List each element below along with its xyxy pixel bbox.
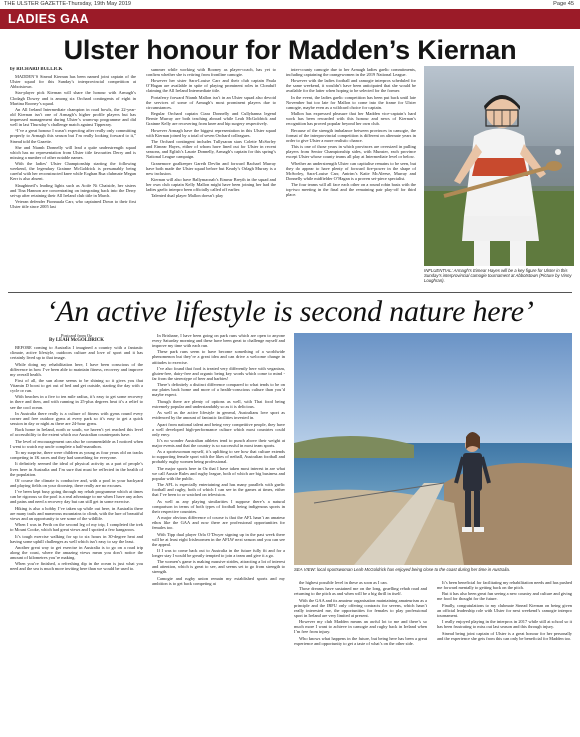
story2-column-1	[10, 333, 143, 733]
paragraph: Another great way to get exercise in Australia is to go on a road trip along the coast, where the amazing views mean you don’t notice the amount of kilometres you’re making.	[10, 544, 143, 561]
paragraph: She and Niamh Donnelly will lead a quite understrength squad which has no representation from Ulster title favourites Derry and is missing a number of other notable names.	[10, 144, 136, 160]
story2-photo	[294, 333, 572, 565]
paragraph: Hiking is also a hobby I’ve taken up while out here, in Australia there are many trails and numerous mountains to climb, with the lure of beautiful views and an opportunity to see some of the wildlife.	[10, 505, 143, 521]
paragraph: Mallon has expressed pleasure that her Madden vice-captain’s hard work has been rewarded with this honour and news of Kiernan’s recognition has proved popular beyond her own club.	[286, 111, 416, 127]
paragraph: the highest possible level in these as soon as I can.	[299, 580, 388, 585]
story2-column-2	[152, 333, 285, 731]
paragraph: Kiernan will also have Ballymacnab’s Eimear Breyth in the squad and her own club captain Kelly Mallon might have been joining her had the ladies gaelic interpro been officially called off earlier.	[146, 177, 276, 193]
paragraph: It’s no wonder Australian athletes tend to punch above their weight at major events and that the country is so successful in most team sports.	[152, 437, 285, 449]
paragraph: I really enjoyed playing in the interpros in 2017 while still at school so it has been frustrating to miss out last season and this through injury.	[437, 619, 572, 630]
paragraph: Portaferry forward Niamh Mallon isn’t in an Ulster squad also devoid the services of some of Armagh’s most prominent players due to circumstances.	[146, 94, 276, 110]
paragraph: Though there are plenty of options as well, with Thai food being extremely popular and understandably so as it is delicious.	[152, 398, 285, 409]
paragraph: It’s been beneficial for facilitating my rehabilitation needs and has pushed me forward mentally to getting back on the pitch.	[437, 580, 572, 591]
paragraph: summer while working with Rooney as player-coach, has yet to confirm whether she is retiring from frontline camogie.	[146, 67, 276, 78]
paragraph: Camogie and rugby union remain my established sports and my ambition is to get back competing at	[152, 575, 285, 586]
paragraph: When you’re finished, a refreshing dip in the ocean is just what you need and the sea is much more inviting here than we would be used to.	[10, 561, 143, 572]
paragraph: Back home in Ireland, north or south, we haven’t yet reached this level of accessibility to the extent which our Australian counterparts have.	[10, 427, 143, 438]
story2-byline: By LEAH McGOLDRICK	[49, 338, 104, 344]
paragraph: Of course the climate is conducive and, with a pool in your backyard and playing fields on your doorstep, there really are no excuses.	[10, 477, 143, 488]
paragraph: It definitely seemed the ideal of physical activity as a part of people’s lives here in Australia and I’m sure that must be reflected in the health of the population.	[10, 461, 143, 477]
paragraph: The Orchard contingent includes Tullysaran stars Colette McSorley and Eimear Hayes, either of whom have lined out for Ulster in recent seasons, and Eglish’s Laurie Donnelly, Armagh’s captain for this spring’s National League campaign.	[146, 139, 276, 160]
paragraph: As well as the active lifestyle in general, Australians love sport as evidenced by the amount of fantastic facilities invested in.	[152, 410, 285, 421]
story1-column-3	[286, 67, 416, 287]
paragraph: If I was to come back out to Australia in the future fully fit and for a longer stay I would be greatly tempted to join a team and give it a go.	[152, 547, 285, 559]
paragraph: Granemore goalkeeper Gareth Devlin and forward Rachael Murray have both made the Ulster squad before but Keady’s Orlagh Murray is a new inclusion.	[146, 160, 276, 176]
story2-column-3	[294, 580, 427, 732]
story2-postcard-label: Postcard from Oz	[61, 333, 92, 338]
paragraph: Whether an understrength Ulster can capitalise remains to be seen, but they do appear to have plenty of forward fire-power in the shape of McSorley, Sara-Louise Carr, Antrim’s Katie McAleese, Murray and Donnelly while midfielder O’Hagan is a proven set-piece specialist.	[286, 160, 416, 181]
paragraph: Regular Orchard captain Ciara Donnelly and Cullyhanna legend Bernie Murray are both teaching abroad while Leah McGoldrick and Grainne Kelly are recovering from knee and hip surgery respectively.	[146, 111, 276, 127]
paragraph: I’ve also found that food is treated very differently here with veganism, gluten-free, dairy-free and organic being key words which come to mind - far from the stereotype of beer and barbies!	[152, 365, 285, 381]
paragraph: However my club Madden means an awful lot to me and there’s so much more I want to achieve in camogie and rugby back in Ireland when I’m free from injury.	[294, 619, 427, 635]
paragraph: I’ve been kept busy going through my rehab programme which at times can be rigorous so the pool is a real advantage to me when I have any aches and pains and need a recovery day but can still get in some exercise.	[10, 489, 143, 505]
paragraph: It’s tough exercise walking for up to six hours in 30-degree heat and having some uphill challenges as well which isn’t easy to say the least.	[10, 533, 143, 544]
paragraph: With the GAA and its amateur organisation maintaining amateurism as a principle and the IRFU only offering contracts for sevens, which hasn’t really interested me, the opportunities for females to play professional sport in Ireland are very limited at present.	[294, 597, 427, 618]
camogie-player-photo	[424, 66, 574, 266]
story2-caption: SEA VIEW: local sportswoman Leah McGoldrick has enjoyed being close to the coast during her time in Australia.	[294, 567, 511, 572]
paragraph: A major obvious difference of course is that the AFL hasn’t an amateur ethos like the GAA and now there are professional opportunities for females too.	[152, 515, 285, 531]
paragraph: With Tipp dual player Orla O’Dwyer signing up in the past week there will be at least eight Irishwomen in the AFLW next season and you can see the appeal.	[152, 531, 285, 547]
paragraph: However her sister Sara-Louise Carr and their club captain Paula O’Hagan are available in spite of playing prominent roles in Clonduff claiming the All Ireland Intermediate title.	[146, 78, 276, 94]
paragraph: But it has also been great fun seeing a new country and culture and giving me food for thought for the future.	[437, 591, 572, 602]
section-bar	[0, 9, 580, 29]
masthead	[0, 0, 580, 9]
coastal-walk-photo	[294, 333, 572, 565]
story2-column-4	[437, 580, 572, 732]
paragraph: Slaughtneil’s leading lights such as Aoife Ni Chaiside, her sisters and Tina Hannon are concentrating on integrating back into the Derry set-up after retaining their All Ireland club title in March.	[10, 182, 136, 198]
paragraph: In Brisbane, I have been going on park runs which are open to anyone every Saturday morning and these have been great to challenge myself and improve my time with each run.	[152, 333, 285, 349]
story1-photo	[424, 66, 574, 266]
paragraph: However Armagh have the biggest representation in this Ulster squad with Kiernan joined by a total of seven Orchard colleagues.	[146, 127, 276, 138]
paragraph: Those dreams have sustained me on the long, gruelling rehab road and returning to the pitch as and when will be a big thrill in itself.	[294, 586, 427, 597]
paragraph: This is one of those years in which provinces are oversized in pulling players from Senior Championship sides, with Munster, each province except Ulster whose county teams all play at Intermediate level or below.	[286, 144, 416, 160]
paragraph: The major sports here in Oz that I have taken most interest in are what we call Aussie Rules and rugby league, both of which are big business and popular with the public.	[152, 465, 285, 481]
paragraph: Talented dual player Mallon doesn’t play	[151, 193, 224, 199]
paragraph: The AFL is especially entertaining and has many parallels with gaelic football and rugby, both of which I can see in the games at times, either that I’ve been to or watched on television.	[152, 482, 285, 498]
paragraph: There’s definitely a distinct difference compared to what tends to be on our plates back home and more of a health-conscious culture than you’d maybe expect.	[152, 382, 285, 398]
paragraph: MADDEN’S Sinead Kiernan has been named joint captain of the Ulster squad for this Sunday’s interprovincial competition at Abbotstown.	[10, 74, 136, 90]
paragraph: With beaches in a five to ten mile radius, it’s easy to get some recovery in there and then, and with running in 25-plus degrees heat it’s a relief to see the cool ocean.	[10, 394, 143, 410]
paragraph: In the event, the ladies gaelic competition has been put back until late November but too late for Mallon to come into the frame for Ulster camogie, maybe even as a wildcard choice for captain.	[286, 94, 416, 110]
paragraph: Because of the strength imbalance between provinces in camogie, the format of the interprovincial competition is different on alternate years in order to give Ulster a more realistic chance.	[286, 127, 416, 143]
paragraph: To my surprise, there were children as young as four years old on tracks competing in 1K races and they had something for everyone.	[10, 450, 143, 461]
paragraph: As well as any playing similarities I suppose there’s a natural comparison in terms of both types of football being indigenous sports in their respective countries.	[152, 498, 285, 514]
paragraph: An All Ireland Intermediate champion in road bowls, the 22-year-old Kiernan isn’t one of Armagh’s higher profile players but has impressed management during Ulster’s warm-up programme and did well in last Thursday’s challenge match against Tipperary.	[10, 106, 136, 128]
masthead-page-number: Page 45	[553, 1, 574, 7]
paragraph: The four teams will all face each other on a round robin basis with the top-two meeting in the final and the remaining pair play-off for third place.	[286, 182, 416, 198]
paragraph: In Australia there really is a culture of fitness with gyms round every corner and free outdoor gyms at every park so it’s easy to get a quick session in day or night as there are 24-hour gyms.	[10, 410, 143, 426]
paragraph: Veteran defender Fionnuala Carr, who captained Down to their first Ulster title since 2005 last	[10, 199, 136, 210]
paragraph: inter-county camogie due to her Armagh ladies gaelic commitments, including captaining the orangewomen in the 2019 National League.	[286, 67, 416, 78]
story2-headline: ‘An active lifestyle is second nature here’	[46, 295, 534, 328]
paragraph: Apart from national talent and being very competitive people, they have a well developed high-performance culture which most countries could only envy.	[152, 421, 285, 437]
paragraph: When I was in Perth on the second leg of my trip, I completed the trek to Mount Cooke, which had great views and I spotted a few kangaroos.	[10, 522, 143, 533]
story1-column-2	[146, 67, 276, 287]
story1-byline: by RICHARD BULLICK	[10, 67, 63, 72]
paragraph: As a sportswoman myself, it’s uplifting to see how that culture extends to supporting female sport with the likes of netball, Australian football and probably rugby women being professional.	[152, 449, 285, 465]
paragraph: “I’ve a great honour I wasn’t expecting after really only committing properly to Armagh this season but I’m really looking forward to it,” Sinead told the Gazette.	[10, 128, 136, 144]
paragraph: With the ladies’ Ulster Championship starting the following weekend, the legendary Grainne McGoldrick is presumably being careful with her reconstructed knee while Eoghan Rua clubmate Megan Kerr is also absent.	[10, 161, 136, 182]
section-title: LADIES GAA	[8, 12, 90, 26]
masthead-paper-date: THE ULSTER GAZETTE-Thursday, 19th May 2019	[4, 1, 132, 7]
story1-column-1	[10, 67, 136, 287]
story1-caption: INFLUENTIAL: Armagh’s Eimear Hayes will be a key figure for Ulster in this Sunday’s interprovincial camogie tournament at Abbotstown (Picture by Vinny Loughran).	[424, 268, 572, 284]
paragraph: Who knows what happens in the future, but being here has been a great experience and opportunity to get a taste of what’s on the other side.	[294, 635, 427, 646]
story-divider	[8, 292, 572, 293]
paragraph: The level of encouragement can also be commendable as I noticed when I went to watch my uncle complete a half-marathon.	[10, 438, 143, 449]
paragraph: However with the ladies football and camogie interpros scheduled for the same weekend, it wouldn’t have been anticipated that she would be available for the latter when hoping to be selected for the former.	[286, 78, 416, 94]
paragraph: Finally, congratulations to my clubmate Sinead Kiernan on being given an official leadership role with Ulster for next weekend’s camogie interpro tournament.	[437, 602, 572, 618]
story1-headline: Ulster honour for Madden’s Kiernan	[63, 35, 517, 65]
paragraph: While doing my rehabilitation here, I have been conscious of the difference in how I’ve been able to maintain fitness, recovery and improve my overall health.	[10, 361, 143, 377]
paragraph: Sinead being joint captain of Ulster is a great honour for her personally and the experience she gets from this can only be beneficial for Madden too.	[437, 630, 572, 641]
paragraph: The women’s game is making massive strides, attracting a lot of interest and attention, which is great to see, and seems set to go from strength to strength.	[152, 559, 285, 575]
paragraph: First of all, the sun alone seems to be shining so it gives you that Vitamin D boost to get out of bed and get outside, starting the day with a cycle or run.	[10, 377, 143, 394]
paragraph: BEFORE coming to Australia I imagined a country with a fantastic climate, active lifestyle, outdoors culture and love of sport and it has certainly lived up to that image.	[10, 345, 143, 361]
paragraph: Star-player pick Kiernan will share the honour with Armagh’s Clodagh Dowey and is among six Orchard contingents of eight in Martina Rooney’s squad.	[10, 90, 136, 106]
paragraph: These park runs seem to have become something of a worldwide phenomenon but they’re a great idea and can drive a welcome change in attitudes to exercise.	[152, 349, 285, 365]
